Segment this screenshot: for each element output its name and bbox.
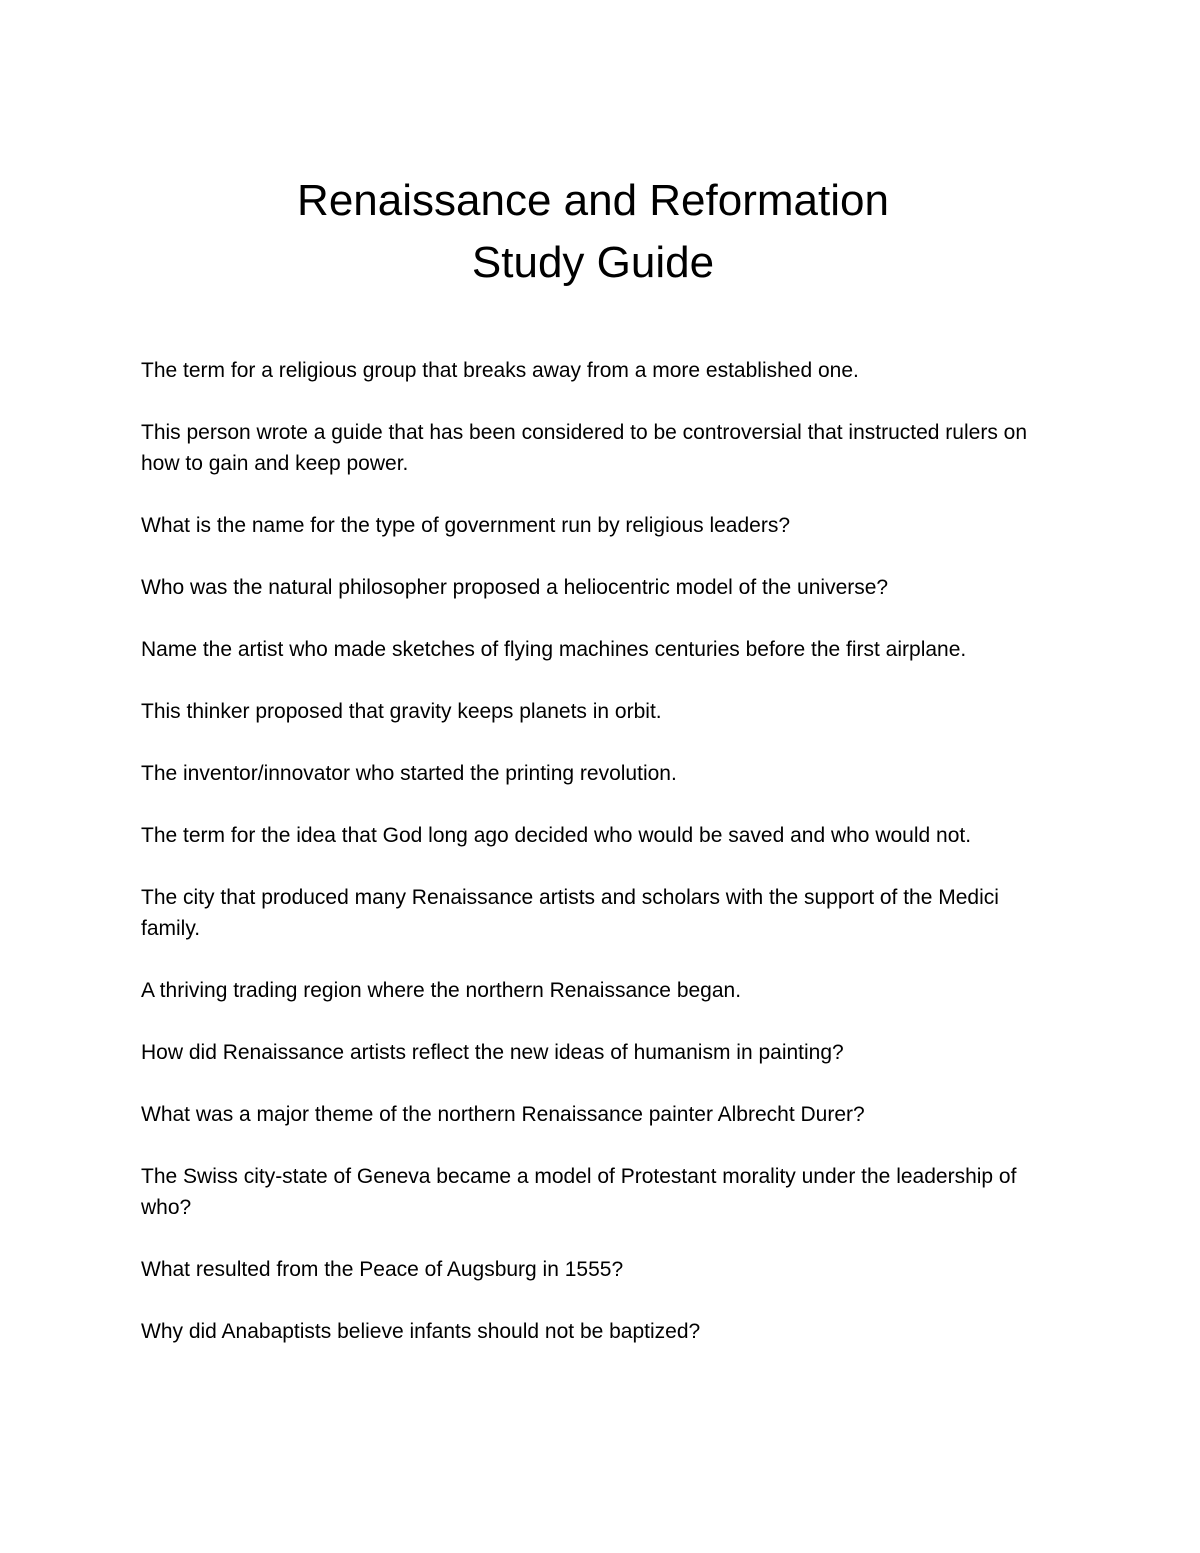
question-item: How did Renaissance artists reflect the new ideas of humanism in painting?: [141, 1041, 844, 1064]
question-list: [141, 355, 1051, 1378]
question-item: The city that produced many Renaissance artists and scholars with the support of the Medici family.: [141, 886, 999, 940]
page-title: [0, 170, 1186, 294]
question-item: What is the name for the type of government run by religious leaders?: [141, 514, 791, 537]
question-item: The inventor/innovator who started the printing revolution.: [141, 762, 677, 785]
question-item: This thinker proposed that gravity keeps planets in orbit.: [141, 700, 662, 723]
question-item: A thriving trading region where the northern Renaissance began.: [141, 979, 742, 1002]
question-item: Why did Anabaptists believe infants should not be baptized?: [141, 1320, 701, 1343]
title-line-main: Renaissance and Reformation: [297, 176, 889, 225]
question-item: What was a major theme of the northern Renaissance painter Albrecht Durer?: [141, 1103, 865, 1126]
question-item: The Swiss city-state of Geneva became a model of Protestant morality under the leadership of who?: [141, 1165, 1017, 1219]
question-item: This person wrote a guide that has been considered to be controversial that instructed rulers on how to gain and keep power.: [141, 421, 1028, 475]
question-item: What resulted from the Peace of Augsburg in 1555?: [141, 1258, 624, 1281]
question-item: Who was the natural philosopher proposed a heliocentric model of the universe?: [141, 576, 889, 599]
question-item: Name the artist who made sketches of flying machines centuries before the first airplane.: [141, 638, 967, 661]
question-item: The term for a religious group that breaks away from a more established one.: [141, 359, 859, 382]
title-line-subtitle: Study Guide: [471, 238, 715, 287]
question-item: The term for the idea that God long ago decided who would be saved and who would not.: [141, 824, 972, 847]
